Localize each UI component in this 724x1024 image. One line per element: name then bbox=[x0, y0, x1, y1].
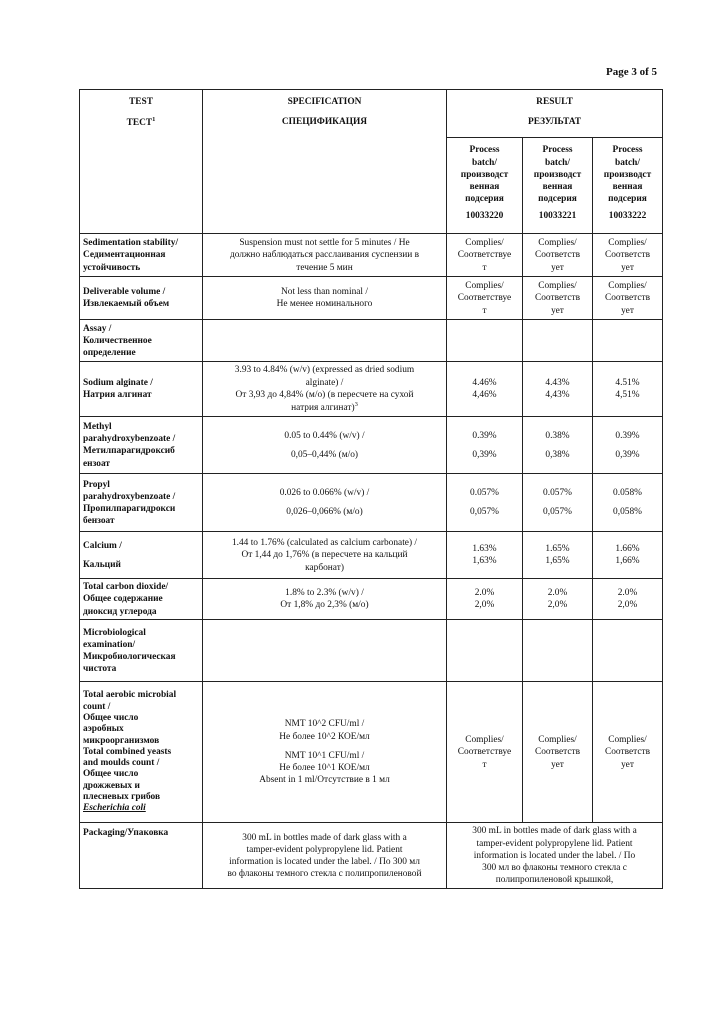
result-cell: Complies/ Соответств ует bbox=[593, 682, 663, 823]
table-row bbox=[80, 532, 663, 579]
result-cell: Complies/ Соответствуе т bbox=[447, 234, 523, 277]
result-cell: 2.0% 2,0% bbox=[447, 579, 523, 620]
page-number: Page 3 of 5 bbox=[606, 66, 658, 78]
result-cell: 0.057% 0,057% bbox=[523, 474, 593, 532]
result-cell: 0.057% 0,057% bbox=[447, 474, 523, 532]
specification-cell: 1.8% to 2.3% (w/v) / От 1,8% до 2,3% (м/о) bbox=[203, 579, 447, 620]
result-cell: 1.65% 1,65% bbox=[523, 532, 593, 579]
table-row bbox=[80, 682, 663, 823]
specification-cell: 0.026 to 0.066% (w/v) / 0,026–0,066% (м/о) bbox=[203, 474, 447, 532]
batch-number: 10033222 bbox=[608, 210, 647, 221]
specification-cell bbox=[203, 620, 447, 682]
result-cell: 4.46% 4,46% bbox=[447, 362, 523, 417]
result-cell bbox=[593, 620, 663, 682]
result-cell: Complies/ Соответств ует bbox=[523, 682, 593, 823]
result-cell: Complies/ Соответств ует bbox=[523, 277, 593, 320]
result-cell: 300 mL in bottles made of dark glass with a tamper-evident polypropylene lid. Patient information is located under the label. / По 300 мл во флаконы темного стекла с полипропиленовой крышкой, bbox=[447, 823, 663, 889]
specification-cell: Not less than nominal / Не менее номинального bbox=[203, 277, 447, 320]
test-name: Microbiological examination/ Микробиологическая чистота bbox=[80, 620, 203, 682]
table-row bbox=[80, 234, 663, 277]
specification-cell: 1.44 to 1.76% (calculated as calcium carbonate) / От 1,44 до 1,76% (в пересчете на кальций карбонат) bbox=[203, 532, 447, 579]
test-name: Total carbon dioxide/ Общее содержание диоксид углерода bbox=[80, 579, 203, 620]
result-cell: 0.39% 0,39% bbox=[593, 417, 663, 474]
specification-cell: Suspension must not settle for 5 minutes / Не должно наблюдаться расслаивания суспензии в течение 5 мин bbox=[203, 234, 447, 277]
specification-cell bbox=[203, 320, 447, 362]
test-results-table bbox=[79, 89, 663, 889]
test-name: Propyl parahydroxybenzoate / Пропилпарагидрокси бензоат bbox=[80, 474, 203, 532]
table-row bbox=[80, 277, 663, 320]
result-cell: Complies/ Соответств ует bbox=[593, 277, 663, 320]
result-cell: 0.058% 0,058% bbox=[593, 474, 663, 532]
test-name: Assay / Количественное определение bbox=[80, 320, 203, 362]
batch-header: Process batch/ производст венная подсерия 10033220 bbox=[447, 138, 523, 234]
test-name: Packaging/Упаковка bbox=[80, 823, 203, 889]
header-row bbox=[80, 90, 663, 138]
test-name: Sedimentation stability/ Седиментационная устойчивость bbox=[80, 234, 203, 277]
specification-cell: 0.05 to 0.44% (w/v) / 0,05–0,44% (м/о) bbox=[203, 417, 447, 474]
specification-cell: 3.93 to 4.84% (w/v) (expressed as dried sodium alginate) / От 3,93 до 4,84% (м/о) (в пересчете на сухой натрия алгинат)$^3$ bbox=[203, 362, 447, 417]
batch-number: 10033220 bbox=[465, 210, 504, 221]
result-header: RESULT РЕЗУЛЬТАТ bbox=[447, 90, 663, 138]
result-cell: 0.38% 0,38% bbox=[523, 417, 593, 474]
result-cell bbox=[523, 320, 593, 362]
test-name: Total aerobic microbial count / Общее число аэробных микроорганизмов Total combined yeasts and moulds count / Общее число дрожжевых и плесневых грибов Escherichia coli bbox=[80, 682, 203, 823]
table-row bbox=[80, 823, 663, 889]
result-cell bbox=[447, 620, 523, 682]
batch-header: Process batch/ производст венная подсерия 10033222 bbox=[593, 138, 663, 234]
specification-header: SPECIFICATION СПЕЦИФИКАЦИЯ bbox=[203, 90, 447, 234]
table-row bbox=[80, 362, 663, 417]
table-row bbox=[80, 620, 663, 682]
table-row bbox=[80, 320, 663, 362]
specification-cell: NMT 10^2 CFU/ml / Не более 10^2 КОЕ/мл NMT 10^1 CFU/ml / Не более 10^1 КОЕ/мл Absent in 1 ml/Отсутствие в 1 мл bbox=[203, 682, 447, 823]
result-cell: 0.39% 0,39% bbox=[447, 417, 523, 474]
result-cell: Complies/ Соответств ует bbox=[523, 234, 593, 277]
table-row bbox=[80, 417, 663, 474]
result-cell: Complies/ Соответствуе т bbox=[447, 277, 523, 320]
result-cell bbox=[447, 320, 523, 362]
result-cell: 4.43% 4,43% bbox=[523, 362, 593, 417]
test-name: Deliverable volume / Извлекаемый объем bbox=[80, 277, 203, 320]
test-name: Sodium alginate / Натрия алгинат bbox=[80, 362, 203, 417]
table-row bbox=[80, 579, 663, 620]
result-cell: Complies/ Соответствуе т bbox=[447, 682, 523, 823]
test-name: Calcium / Кальций bbox=[80, 532, 203, 579]
table-row bbox=[80, 474, 663, 532]
test-header: TEST ТЕСТ$^1$ bbox=[80, 90, 203, 234]
result-cell: 2.0% 2,0% bbox=[593, 579, 663, 620]
specification-cell: 300 mL in bottles made of dark glass with a tamper-evident polypropylene lid. Patient information is located under the label. / По 300 мл во флаконы темного стекла с полипропиленовой bbox=[203, 823, 447, 889]
result-cell bbox=[593, 320, 663, 362]
batch-header: Process batch/ производст венная подсерия 10033221 bbox=[523, 138, 593, 234]
result-cell: 2.0% 2,0% bbox=[523, 579, 593, 620]
result-cell bbox=[523, 620, 593, 682]
result-cell: Complies/ Соответств ует bbox=[593, 234, 663, 277]
result-cell: 1.63% 1,63% bbox=[447, 532, 523, 579]
result-cell: 4.51% 4,51% bbox=[593, 362, 663, 417]
test-name: Methyl parahydroxybenzoate / Метилпарагидроксиб ензоат bbox=[80, 417, 203, 474]
batch-number: 10033221 bbox=[538, 210, 577, 221]
result-cell: 1.66% 1,66% bbox=[593, 532, 663, 579]
